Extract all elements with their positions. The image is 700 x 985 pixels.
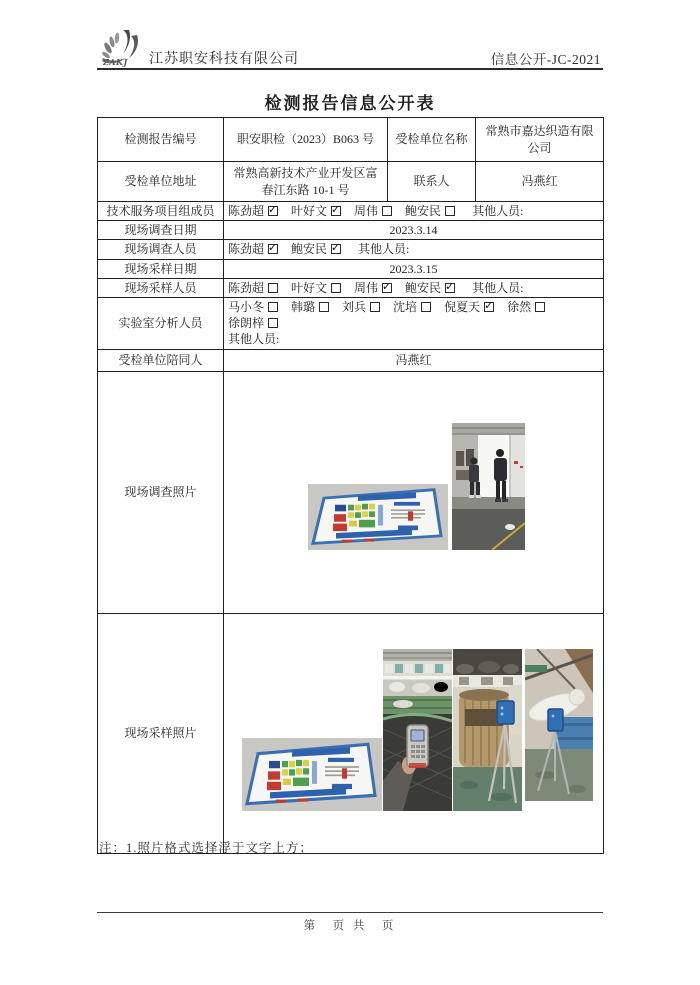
member-item <box>228 242 278 256</box>
report-no-label: 检测报告编号 <box>98 118 224 162</box>
logo-text: ZAKJ <box>103 57 128 67</box>
table-row <box>98 278 604 297</box>
survey-date-label: 现场调查日期 <box>98 221 224 240</box>
member-item <box>228 204 278 218</box>
member-name: 周伟 <box>354 204 379 218</box>
sampling-photo-handheld-meter <box>383 649 452 811</box>
survey-staff-other-label: 其他人员: <box>358 242 410 257</box>
member-item <box>291 204 341 218</box>
unchecked-checkbox-icon <box>331 283 341 293</box>
member-item <box>405 204 455 218</box>
sampling-date-label: 现场采样日期 <box>98 259 224 278</box>
sampling-photos-cell <box>224 613 604 853</box>
member-item <box>228 300 278 314</box>
contact-label: 联系人 <box>388 162 476 202</box>
member-item <box>291 300 329 314</box>
disclosure-form-table <box>97 117 604 854</box>
member-item <box>228 316 278 330</box>
member-item <box>507 300 545 314</box>
member-item <box>342 300 380 314</box>
table-row <box>98 202 604 221</box>
member-item <box>354 204 392 218</box>
unit-name-label: 受检单位名称 <box>388 118 476 162</box>
unchecked-checkbox-icon <box>268 302 278 312</box>
unchecked-checkbox-icon <box>535 302 545 312</box>
survey-photos-label: 现场调查照片 <box>98 371 224 613</box>
table-row <box>98 221 604 240</box>
checked-checkbox-icon <box>268 244 278 254</box>
member-item <box>228 281 278 295</box>
footer-divider <box>97 912 603 913</box>
table-row <box>98 371 604 613</box>
team-members-cell <box>224 202 604 221</box>
member-item <box>354 281 392 295</box>
table-row <box>98 613 604 853</box>
checked-checkbox-icon <box>445 283 455 293</box>
checked-checkbox-icon <box>331 244 341 254</box>
report-no-value: 职安职检（2023）B063 号 <box>224 118 388 162</box>
table-row <box>98 162 604 202</box>
survey-photos-cell <box>224 371 604 613</box>
table-row <box>98 349 604 371</box>
sampling-staff-cell <box>224 278 604 297</box>
sampling-photos-label: 现场采样照片 <box>98 613 224 853</box>
unchecked-checkbox-icon <box>268 318 278 328</box>
lab-staff-cell <box>224 297 604 349</box>
unit-name-value: 常熟市嘉达织造有限公司 <box>476 118 604 162</box>
unchecked-checkbox-icon <box>421 302 431 312</box>
member-name: 鲍安民 <box>405 280 442 295</box>
member-name: 陈劲超 <box>228 242 265 257</box>
escort-label: 受检单位陪同人 <box>98 349 224 371</box>
unit-addr-value: 常熟高新技术产业开发区富春江东路 10-1 号 <box>224 162 388 202</box>
team-label: 技术服务项目组成员 <box>98 202 224 221</box>
member-name: 叶好文 <box>291 204 328 218</box>
unchecked-checkbox-icon <box>319 302 329 312</box>
footnote: 注：1.照片格式选择浮于文字上方； <box>99 841 313 855</box>
lab-staff-label: 实验室分析人员 <box>98 297 224 349</box>
member-name: 徐朗梓 <box>228 316 265 331</box>
unchecked-checkbox-icon <box>445 206 455 216</box>
member-name: 沈培 <box>393 299 418 314</box>
member-item <box>291 242 341 256</box>
member-item <box>393 300 431 314</box>
contact-value: 冯燕红 <box>476 162 604 202</box>
survey-photo-factory-people <box>452 423 525 550</box>
escort-value: 冯燕红 <box>224 349 604 371</box>
survey-date-value: 2023.3.14 <box>224 221 604 240</box>
member-name: 陈劲超 <box>228 280 265 295</box>
sampling-date-value: 2023.3.15 <box>224 259 604 278</box>
document-code: 信息公开-JC-2021 <box>490 52 601 67</box>
page-header <box>97 28 603 70</box>
sampling-staff-label: 现场采样人员 <box>98 278 224 297</box>
unit-addr-label: 受检单位地址 <box>98 162 224 202</box>
unchecked-checkbox-icon <box>382 206 392 216</box>
page-title: 检测报告信息公开表 <box>264 94 436 113</box>
unchecked-checkbox-icon <box>268 283 278 293</box>
survey-photo-notice-board <box>308 484 448 550</box>
member-name: 周伟 <box>354 280 379 295</box>
company-name: 江苏职安科技有限公司 <box>149 52 299 67</box>
member-name: 倪夏天 <box>444 299 481 314</box>
sampling-photo-fabric-machine-tripod <box>525 649 593 801</box>
member-name: 刘兵 <box>342 299 367 314</box>
page-number-text: 第 页 共 页 <box>303 920 397 932</box>
member-item <box>444 300 494 314</box>
member-name: 徐然 <box>507 299 532 314</box>
sampling-staff-other-label: 其他人员: <box>472 280 524 295</box>
unchecked-checkbox-icon <box>370 302 380 312</box>
table-row <box>98 118 604 162</box>
checked-checkbox-icon <box>331 206 341 216</box>
checked-checkbox-icon <box>382 283 392 293</box>
member-name: 马小冬 <box>228 299 265 314</box>
team-other-label: 其他人员: <box>472 204 524 218</box>
sampling-photo-circular-machine-tripod <box>453 649 522 811</box>
member-item <box>291 281 341 295</box>
member-name: 陈劲超 <box>228 204 265 218</box>
table-row <box>98 240 604 259</box>
sampling-photo-notice-board <box>242 738 382 811</box>
member-name: 鲍安民 <box>291 242 328 257</box>
survey-staff-cell <box>224 240 604 259</box>
table-row <box>98 259 604 278</box>
survey-staff-label: 现场调查人员 <box>98 240 224 259</box>
checked-checkbox-icon <box>268 206 278 216</box>
member-name: 韩璐 <box>291 299 316 314</box>
table-row <box>98 297 604 349</box>
lab-staff-other-label: 其他人员: <box>228 332 280 347</box>
member-name: 叶好文 <box>291 280 328 295</box>
member-name: 鲍安民 <box>405 204 442 218</box>
member-item <box>405 281 455 295</box>
checked-checkbox-icon <box>484 302 494 312</box>
